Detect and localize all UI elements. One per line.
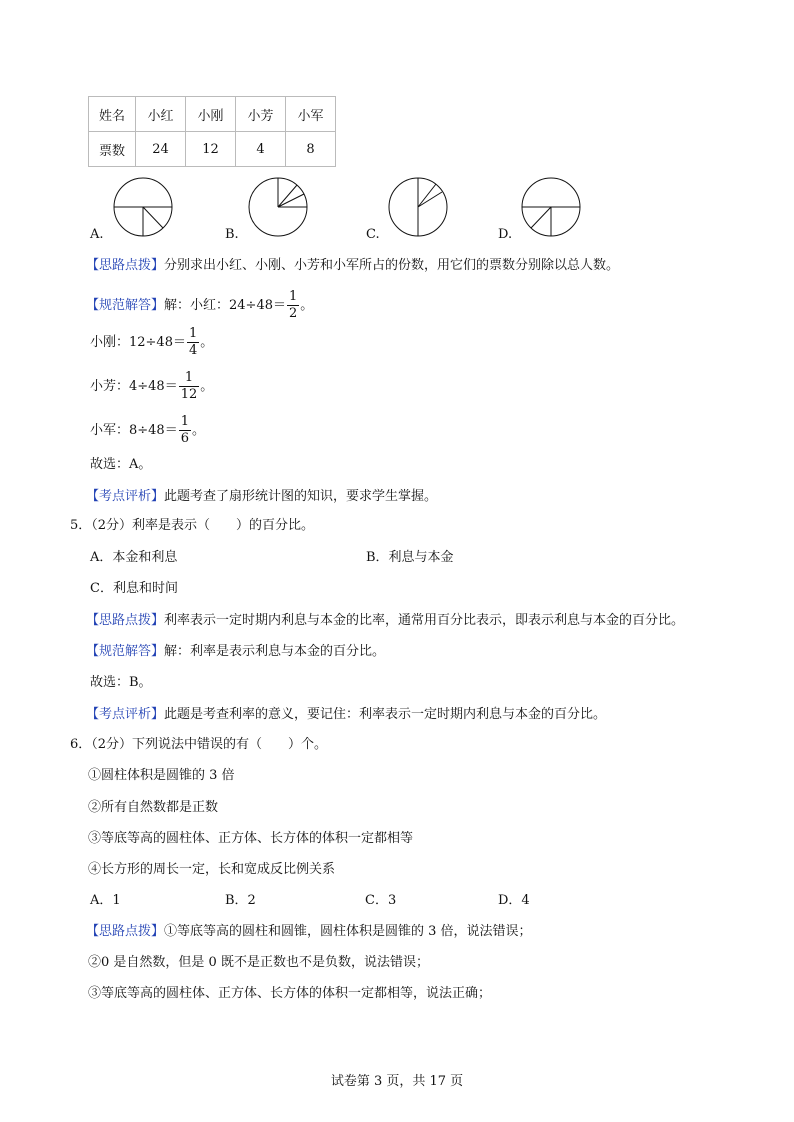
table-cell: 小刚: [186, 97, 236, 132]
table-cell: 24: [136, 132, 186, 167]
option-label-c: C.: [366, 227, 380, 242]
answer-gang: 小刚：12÷48＝ $\frac{1}{4}$ 。: [90, 326, 214, 358]
option-label-d: D.: [498, 227, 513, 242]
statement-3: ③等底等高的圆柱体、正方体、长方体的体积一定都相等: [88, 831, 414, 846]
option-label-b: B.: [225, 227, 239, 242]
choice-line: 故选：A。: [90, 457, 152, 472]
hint-tag: 【思路点拨】: [86, 258, 165, 273]
q6-option-b: B．2: [225, 893, 256, 908]
q6-option-d: D．4: [498, 893, 530, 908]
votes-table: [88, 96, 336, 167]
table-row: [89, 97, 336, 132]
hint-line: 【思路点拨】①等底等高的圆柱和圆锥，圆柱体积是圆锥的 3 倍，说法错误；: [86, 924, 532, 939]
fraction: $\frac{1}{4}$: [188, 326, 198, 358]
q5-option-b: B．利息与本金: [366, 550, 454, 565]
hint-line-2: ②0 是自然数，但是 0 既不是正数也不是负数，说法错误；: [88, 955, 429, 970]
pie-option-b: [247, 176, 309, 238]
review-tag: 【考点评析】: [86, 489, 165, 504]
pie-option-c: [387, 176, 449, 238]
fraction: $\frac{1}{6}$: [180, 414, 189, 446]
fraction: $\frac{1}{12}$: [180, 370, 198, 402]
pie-option-a: [112, 176, 174, 238]
table-cell: 姓名: [89, 97, 136, 132]
question-6-stem: 6．（2分）下列说法中错误的有（ ）个。: [70, 737, 328, 752]
table-cell: 小芳: [236, 97, 286, 132]
answer-fang: 小芳：4÷48＝ $\frac{1}{12}$ 。: [90, 370, 214, 402]
table-cell: 8: [286, 132, 336, 167]
table-cell: 12: [186, 132, 236, 167]
hint-line-3: ③等底等高的圆柱体、正方体、长方体的体积一定都相等，说法正确；: [88, 986, 492, 1001]
answer-lead: 解：小红：24÷48＝: [164, 298, 286, 313]
hint-line: 【思路点拨】利率表示一定时期内利息与本金的比率，通常用百分比表示，即表示利息与本金的百分比。: [86, 613, 685, 628]
review-line: 【考点评析】此题考查了扇形统计图的知识，要求学生掌握。: [86, 489, 438, 504]
answer-jun: 小军：8÷48＝ $\frac{1}{6}$ 。: [90, 414, 206, 446]
pie-option-d: [520, 176, 582, 238]
table-cell: 小军: [286, 97, 336, 132]
statement-1: ①圆柱体积是圆锥的 3 倍: [88, 768, 235, 783]
q6-option-a: A．1: [90, 893, 121, 908]
option-label-a: A.: [90, 227, 104, 242]
page-footer: 试卷第 3 页，共 17 页: [330, 1074, 464, 1089]
q5-option-a: A．本金和利息: [90, 550, 178, 565]
table-cell: 小红: [136, 97, 186, 132]
hint-text: 分别求出小红、小刚、小芳和小军所占的份数，用它们的票数分别除以总人数。: [164, 258, 620, 273]
question-5-stem: 5．（2分）利率是表示（ ）的百分比。: [70, 518, 315, 533]
statement-4: ④长方形的周长一定，长和宽成反比例关系: [88, 862, 336, 877]
answer-tag: 【规范解答】: [86, 298, 165, 313]
answer-line: 【规范解答】解：小红：24÷48＝ $\frac{1}{2}$ 。: [86, 289, 314, 321]
table-row: [89, 132, 336, 167]
statement-2: ②所有自然数都是正数: [88, 800, 219, 815]
answer-line: 【规范解答】解：利率是表示利息与本金的百分比。: [86, 644, 386, 659]
q6-option-c: C．3: [365, 893, 397, 908]
hint-line: [86, 257, 619, 275]
fraction: $\frac{1}{2}$: [289, 289, 298, 321]
review-line: 【考点评析】此题是考查利率的意义，要记住：利率表示一定时期内利息与本金的百分比。: [86, 707, 607, 722]
table-cell: 票数: [89, 132, 136, 167]
table-cell: 4: [236, 132, 286, 167]
choice-line: 故选：B。: [90, 675, 152, 690]
q5-option-c: C．利息和时间: [90, 581, 178, 596]
